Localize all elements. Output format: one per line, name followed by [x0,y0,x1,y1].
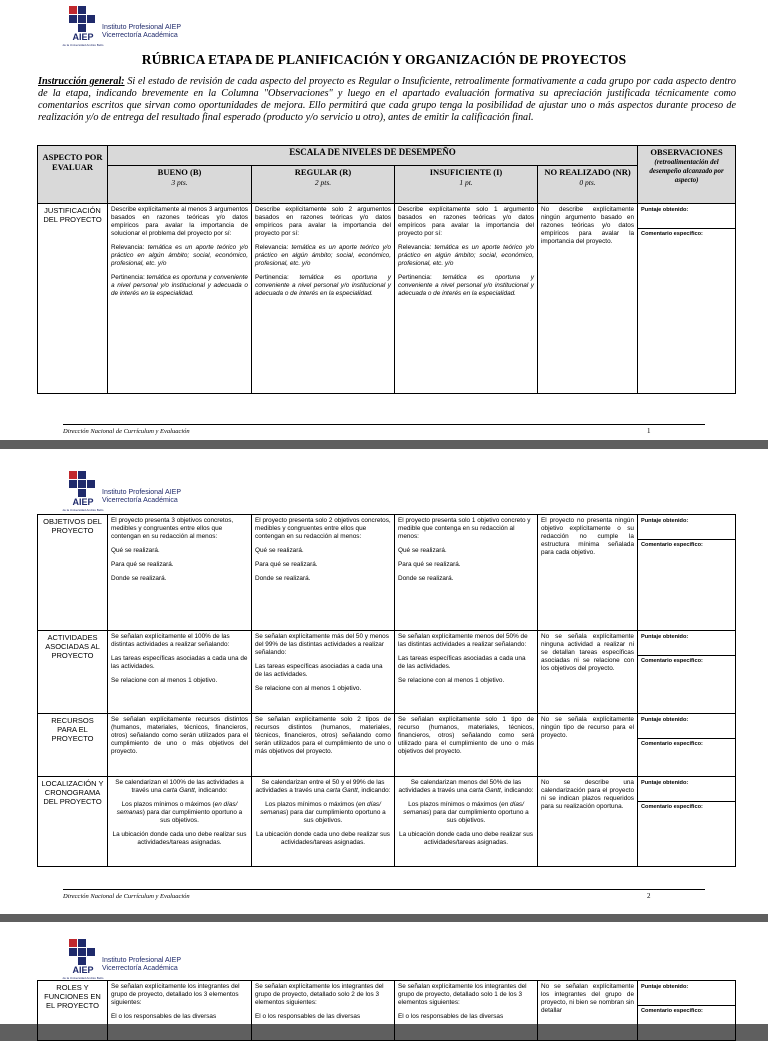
comment-label: Comentario específico: [641,542,703,548]
criterion-bueno [108,777,252,867]
criterion-regular [252,204,395,394]
criterion-item: El o los responsables de las diversas [398,1013,504,1020]
aiep-logo-icon [62,5,104,49]
criterion-text: Se señalan explícitamente menos del 50% de las distintas actividades a realizar señalando: [398,633,528,648]
term-def: temática es oportuna y conveniente a nivel personal y/o institucional y adecuada o de interés en la especialidad. [255,274,391,297]
footer-rule [63,889,705,890]
criterion-bueno [108,981,252,1041]
level-points: 0 pts. [579,178,596,187]
instruction-text: Si el estado de revisión de cada aspecto del proyecto es Regular o Insuficiente, retroalimente formativamente a cada grupo por cada aspecto dentro de la etapa, indicando brevemente en la Columna "Observaciones" y luego en el apartado evaluación formativa su apreciación justificada técnicamente como comentarios escritos que sirvan como oportunidades de mejora. Ello permitirá que cada grupo tenga la posibilidad de ajustar uno o más aspectos durante proceso de realización y/o de entrega del resultado final esperado (producto y/o servicio u otro), antes de emitir la calificación final. [38,76,736,123]
criterion-item: Para qué se realizará. [398,561,461,568]
criterion-item: Las tareas específicas asociadas a cada una de las actividades. [398,655,526,670]
text-part: Los plazos mínimos o máximos ( [265,801,359,808]
rubric-row-localizacion [38,777,736,867]
document-title: RÚBRICA ETAPA DE PLANIFICACIÓN Y ORGANIZACIÓN DE PROYECTOS [141,52,627,67]
criterion-relevancia [398,244,534,268]
criterion-relevancia [111,244,248,268]
page-number: 2 [647,892,651,900]
text-part: , indicando: [500,787,534,794]
criterion-item: La ubicación donde cada uno debe realizar sus actividades/tareas asignadas. [112,831,247,846]
criterion-text: Se señalan explícitamente el 100% de las distintas actividades a realizar señalando: [111,633,230,648]
criterion-insuficiente [395,515,538,631]
criterion-item: Para qué se realizará. [111,561,174,568]
criterion-item: Las tareas específicas asociadas a cada una de las actividades. [111,655,248,670]
aspect-cell: RECURSOS PARA EL PROYECTO [38,714,108,777]
text-part: ) para dar cumplimiento oportuno a sus objetivos. [429,809,529,824]
header-level-insuficiente [395,166,538,204]
logo-subtext: de la Universidad Andrés Bello [62,43,104,47]
rubric-row-recursos [38,714,736,777]
footer-text: Dirección Nacional de Currículum y Evaluación [63,893,190,900]
observations-cell [638,204,736,394]
aspect-cell: ACTIVIDADES ASOCIADAS AL PROYECTO [38,631,108,714]
term-def: temática es oportuna y conveniente a nivel personal y/o institucional y adecuada o de interés en la especialidad. [398,274,534,297]
criterion-text [111,779,248,795]
rubric-row-objetivos [38,515,736,631]
header-level-no-realizado [538,166,638,204]
text-part: Se calendarizan menos del 50% de las actividades a través una [398,779,522,794]
comment-label: Comentario específico: [641,804,703,810]
criterion-regular [252,777,395,867]
criterion-text: Describe explícitamente al menos 3 argumentos basados en razones teóricas y/o datos empíricos para avalar la importancia de solucionar el problema del proyecto por sí: [111,206,248,237]
criterion-text: Describe explícitamente solo 1 argumento basados en razones teóricas y/o datos empíricos para avalar la importancia del proyecto por sí: [398,206,534,237]
criterion-pertinencia [255,274,391,298]
comment-label: Comentario específico: [641,231,703,237]
institution-line-1: Instituto Profesional AIEP [102,957,181,964]
institution-line-2: Vicerrectoría Académica [102,497,178,504]
criterion-item: El o los responsables de las diversas [111,1013,217,1020]
score-label: Puntaje obtenido: [638,714,735,739]
criterion-item: Qué se realizará. [398,547,447,554]
text-part: Los plazos mínimos o máximos ( [121,801,215,808]
aiep-logo-icon [62,938,104,982]
criterion-text [255,779,391,795]
institution-line-1: Instituto Profesional AIEP [102,489,181,496]
institution-line-2: Vicerrectoría Académica [102,32,178,39]
text-part: en días/ semanas [116,801,238,816]
criterion-insuficiente [395,631,538,714]
criterion-text: El proyecto presenta solo 2 objetivos concretos, medibles y congruentes entre ellos que contengan en su redacción al menos: [255,517,391,540]
observations-cell [638,714,736,777]
criterion-text: Se señalan explícitamente más del 50 y menos del 99% de las distintas actividades a realizar señalando: [255,633,389,656]
criterion-relevancia [255,244,391,268]
logo-subtext: de la Universidad Andrés Bello [62,508,104,512]
footer-text: Dirección Nacional de Currículum y Evaluación [63,428,190,435]
rubric-row-roles [38,981,736,1041]
term-def: temática es un aporte teórico y/o práctico en algún ámbito; social, económico, profesional, etc. y/o [255,244,392,267]
criterion-text: Se señalan explícitamente los integrantes del grupo de proyecto, detallado solo 1 de los 3 elementos siguientes: [398,983,527,1006]
observations-cell [638,981,736,1041]
level-name: INSUFICIENTE (I) [429,167,503,177]
term-def: temática es oportuna y conveniente a nivel personal y/o institucional y adecuada o de interés en la especialidad. [111,274,248,297]
criterion-item: Donde se realizará. [398,575,454,582]
criterion-regular [252,515,395,631]
criterion-no-realizado: No se señalan explícitamente los integrantes del grupo de proyecto, ni bien se nombran sin detallar [538,981,638,1041]
header-observations-title: OBSERVACIONES [650,147,723,157]
text-part: en días/ semanas [403,801,524,816]
criterion-item: Qué se realizará. [111,547,160,554]
aspect-cell: LOCALIZACIÓN Y CRONOGRAMA DEL PROYECTO [38,777,108,867]
criterion-regular [252,631,395,714]
comment-label: Comentario específico: [641,741,703,747]
comment-label: Comentario específico: [641,1008,703,1014]
criterion-bueno [108,631,252,714]
text-part: Los plazos mínimos o máximos ( [408,801,502,808]
text-part: carta Gantt [163,787,195,794]
criterion-text [398,779,534,795]
criterion-bueno [108,515,252,631]
rubric-row-actividades [38,631,736,714]
institution-name [102,24,181,40]
level-name: BUENO (B) [157,167,202,177]
rubric-table-page-3 [37,980,736,1041]
term: Relevancia: [111,244,148,251]
comment-label: Comentario específico: [641,658,703,664]
criterion-no-realizado: No describe explícitamente ningún argumento basado en razones teóricas y/o datos empíricos para avalar la importancia del proyecto. [538,204,638,394]
criterion-item [255,801,391,825]
criterion-item: Se relacione con al menos 1 objetivo. [111,677,218,684]
score-label: Puntaje obtenido: [638,631,735,656]
criterion-no-realizado: No se señala explícitamente ningún tipo de recurso para el proyecto. [538,714,638,777]
criterion-item: Donde se realizará. [111,575,167,582]
criterion-item: Para qué se realizará. [255,561,318,568]
aiep-logo-icon [62,470,104,514]
aspect-cell: JUSTIFICACIÓN DEL PROYECTO [38,204,108,394]
text-part: ) para dar cumplimiento oportuno a sus objetivos. [142,809,243,824]
level-name: NO REALIZADO (NR) [544,167,631,177]
text-part: Se calendarizan el 100% de las actividades a través una [115,779,244,794]
score-label: Puntaje obtenido: [638,515,735,540]
institution-name [102,489,181,505]
header-level-regular [252,166,395,204]
criterion-no-realizado: No se describe una calendarización para el proyecto ni se indican plazos requeridos para su realización oportuna. [538,777,638,867]
logo-wordmark: AIEP [72,965,94,975]
footer-rule [63,424,705,425]
text-part: carta Gantt [326,787,358,794]
criterion-item: La ubicación donde cada uno debe realizar sus actividades/tareas asignadas. [256,831,390,846]
criterion-regular [252,981,395,1041]
level-points: 1 pt. [459,178,473,187]
text-part: , indicando: [357,787,391,794]
criterion-text: Se señalan explícitamente los integrantes del grupo de proyecto, detallado los 3 elementos siguientes: [111,983,240,1006]
logo-wordmark: AIEP [72,497,94,507]
text-part: Se calendarizan entre el 50 y el 99% de las actividades a través una [255,779,385,794]
term-def: temática es un aporte teórico y/o práctico en algún ámbito; social, económico, profesional, etc. y/o [398,244,535,267]
institution-line-2: Vicerrectoría Académica [102,965,178,972]
rubric-table-page-1 [37,145,736,394]
aiep-logo [62,5,238,49]
level-points: 3 pts. [171,178,188,187]
criterion-insuficiente [395,204,538,394]
observations-cell [638,777,736,867]
term: Relevancia: [255,244,292,251]
criterion-text: Describe explícitamente solo 2 argumentos basados en razones teóricas y/o datos empíricos para avalar la importancia del proyecto por sí: [255,206,391,237]
criterion-item: Se relacione con al menos 1 objetivo. [398,677,505,684]
observations-cell [638,515,736,631]
criterion-item [111,801,248,825]
criterion-bueno: Se señalan explícitamente recursos distintos (humanos, materiales, técnicos, financieros, otros) señalando como serán utilizados para el cumplimiento de uno o más objetivos del proyecto. [108,714,252,777]
term: Pertinencia: [255,274,300,281]
criterion-item [398,801,534,825]
criterion-pertinencia [398,274,534,298]
criterion-item: La ubicación donde cada uno debe realizar sus actividades/tareas asignadas. [399,831,533,846]
header-level-bueno [108,166,252,204]
criterion-item: Donde se realizará. [255,575,311,582]
institution-line-1: Instituto Profesional AIEP [102,24,181,31]
aiep-logo [62,938,238,982]
criterion-text: El proyecto presenta 3 objetivos concretos, medibles y congruentes entre ellos que contengan en su redacción al menos: [111,517,234,540]
level-points: 2 pts. [314,178,332,187]
criterion-insuficiente [395,777,538,867]
criterion-pertinencia [111,274,248,298]
institution-name [102,957,181,973]
term: Pertinencia: [398,274,443,281]
criterion-item: Se relacione con al menos 1 objetivo. [255,685,362,692]
text-part: en días/ semanas [260,801,381,816]
header-scale: ESCALA DE NIVELES DE DESEMPEÑO [108,146,638,166]
level-name: REGULAR (R) [294,167,352,177]
criterion-insuficiente [395,981,538,1041]
page-number: 1 [647,427,651,435]
criterion-insuficiente: Se señalan explícitamente solo 1 tipo de recurso (humanos, materiales, técnicos, financieros, otros) señalando como será utilizado para el cumplimiento de uno o más objetivos del proyecto. [395,714,538,777]
score-label: Puntaje obtenido: [638,204,735,229]
document-page-1 [0,0,768,440]
general-instruction [38,76,736,124]
criterion-regular: Se señalan explícitamente solo 2 tipos de recursos distintos (humanos, materiales, técnicos, financieros, otros) señalando como serán utilizados para el cumplimiento de uno o más objetivos del proyecto. [252,714,395,777]
logo-wordmark: AIEP [72,32,94,42]
criterion-item: El o los responsables de las diversas [255,1013,361,1020]
rubric-row-justificacion [38,204,736,394]
text-part: carta Gantt [469,787,501,794]
header-aspect: ASPECTO POR EVALUAR [38,146,108,204]
score-label: Puntaje obtenido: [638,777,735,802]
header-observations-subtitle: (retroalimentación del desempeño alcanzado por aspecto) [649,158,724,184]
aspect-cell: OBJETIVOS DEL PROYECTO [38,515,108,631]
criterion-text: El proyecto presenta solo 1 objetivo concreto y medible que contenga en su redacción al menos: [398,517,531,540]
criterion-no-realizado: No se señala explícitamente ninguna actividad a realizar ni se detallan tareas específicas asociadas ni se relacione con los objetivos del proyecto. [538,631,638,714]
text-part: ) para dar cumplimiento oportuno a sus objetivos. [286,809,386,824]
document-page-2 [0,449,768,914]
aspect-cell: ROLES Y FUNCIONES EN EL PROYECTO [38,981,108,1041]
term: Relevancia: [398,244,435,251]
observations-cell [638,631,736,714]
criterion-item: Qué se realizará. [255,547,304,554]
aiep-logo [62,470,238,514]
header-observations [638,146,736,204]
term-def: temática es un aporte teórico y/o práctico en algún ámbito; social, económico, profesional, etc. y/o [111,244,248,267]
term: Pertinencia: [111,274,147,281]
criterion-bueno [108,204,252,394]
logo-subtext: de la Universidad Andrés Bello [62,976,104,980]
rubric-table-page-2 [37,514,736,867]
criterion-no-realizado: El proyecto no presenta ningún objetivo explícitamente o su redacción no cumple la estructura mínima señalada para cada objetivo. [538,515,638,631]
instruction-label: Instrucción general: [38,76,125,87]
text-part: , indicando: [194,787,228,794]
score-label: Puntaje obtenido: [638,981,735,1006]
criterion-item: Las tareas específicas asociadas a cada una de las actividades. [255,663,383,678]
document-page-3 [0,922,768,1024]
criterion-text: Se señalan explícitamente los integrantes del grupo de proyecto, detallado solo 2 de los 3 elementos siguientes: [255,983,384,1006]
